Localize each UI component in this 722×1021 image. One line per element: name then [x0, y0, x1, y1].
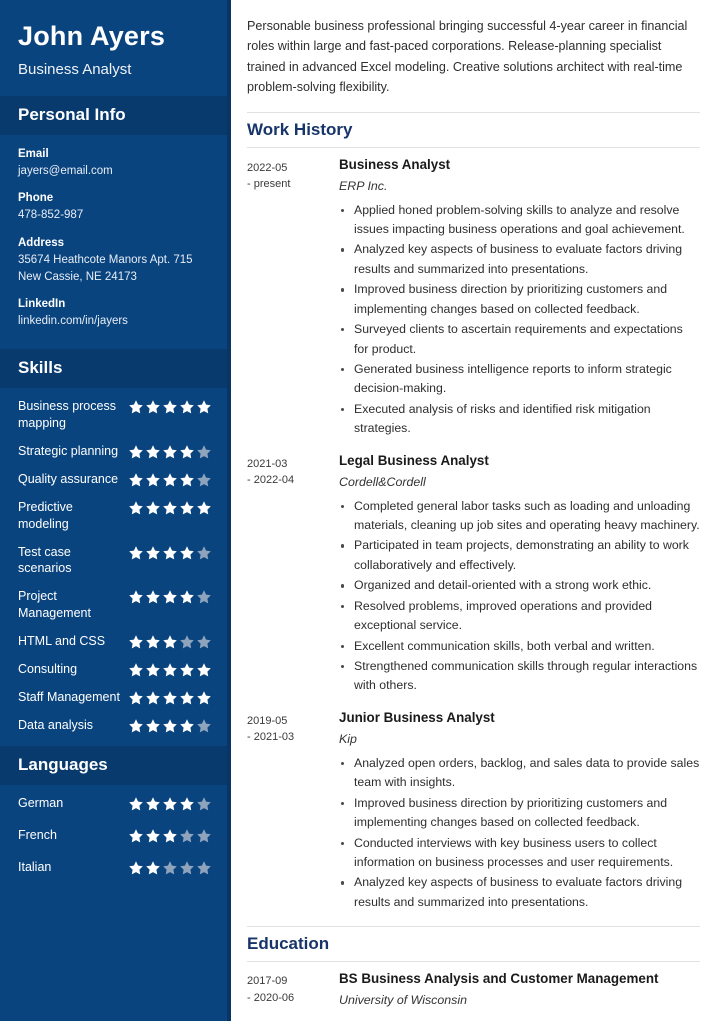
star-filled-icon	[162, 545, 178, 561]
star-rating	[128, 443, 212, 460]
star-empty-icon	[196, 634, 212, 650]
star-filled-icon	[196, 662, 212, 678]
entry-bullet: Conducted interviews with key business users to collect information on business processes and user requirements.	[339, 834, 700, 873]
star-filled-icon	[128, 399, 144, 415]
star-filled-icon	[179, 399, 195, 415]
rating-row	[18, 471, 212, 488]
personal-info-label: Email	[18, 147, 49, 160]
entry-body	[329, 971, 700, 1009]
star-filled-icon	[162, 472, 178, 488]
rating-label: French	[18, 828, 57, 843]
star-rating	[128, 689, 212, 706]
entry-body	[329, 710, 700, 922]
languages-list	[0, 785, 227, 901]
candidate-job-title: Business Analyst	[18, 60, 132, 78]
star-rating	[128, 827, 212, 844]
rating-row	[18, 633, 212, 650]
star-filled-icon	[145, 472, 161, 488]
entry-body	[329, 157, 700, 449]
star-filled-icon	[179, 472, 195, 488]
star-rating	[128, 859, 212, 876]
star-filled-icon	[145, 589, 161, 605]
star-filled-icon	[128, 860, 144, 876]
star-filled-icon	[179, 444, 195, 460]
entry-date-start: 2019-05	[247, 714, 288, 727]
personal-info-value[interactable]: linkedin.com/in/jayers	[18, 315, 128, 328]
star-filled-icon	[128, 796, 144, 812]
star-rating	[128, 544, 212, 561]
rating-label: Predictive modeling	[18, 499, 73, 531]
star-filled-icon	[145, 545, 161, 561]
personal-info-label: Address	[18, 237, 65, 250]
star-filled-icon	[128, 690, 144, 706]
work-history-entry	[247, 710, 700, 922]
rating-label: Business process mapping	[18, 399, 116, 430]
rating-label: Quality assurance	[18, 471, 119, 486]
personal-info-value[interactable]: jayers@email.com	[18, 164, 113, 177]
education-institution: University of Wisconsin	[339, 993, 467, 1008]
star-filled-icon	[179, 690, 195, 706]
star-filled-icon	[162, 589, 178, 605]
personal-info-list	[0, 135, 227, 349]
personal-info-item	[18, 192, 209, 224]
star-empty-icon	[196, 828, 212, 844]
identity-block	[0, 0, 227, 96]
personal-info-label: LinkedIn	[18, 298, 66, 311]
star-empty-icon	[179, 634, 195, 650]
rating-row	[18, 661, 212, 678]
star-filled-icon	[145, 399, 161, 415]
entry-bullet-list	[339, 201, 700, 439]
entry-date-range	[247, 971, 329, 1009]
entry-bullet: Improved business direction by prioritizing customers and implementing changes based on collected feedback.	[339, 794, 700, 833]
star-filled-icon	[145, 718, 161, 734]
entry-date-range	[247, 710, 329, 922]
star-filled-icon	[145, 662, 161, 678]
rating-label: HTML and CSS	[18, 634, 106, 649]
star-empty-icon	[196, 444, 212, 460]
entry-bullet: Surveyed clients to ascertain requirements and expectations for product.	[339, 320, 700, 359]
personal-info-heading: Personal Info	[0, 96, 227, 135]
star-filled-icon	[128, 444, 144, 460]
skills-list	[0, 388, 227, 746]
entry-bullet-list	[339, 754, 700, 912]
rating-label: Italian	[18, 860, 52, 875]
star-filled-icon	[179, 545, 195, 561]
entry-date-start: 2021-03	[247, 457, 288, 470]
personal-info-label: Phone	[18, 192, 54, 205]
languages-heading: Languages	[0, 746, 227, 785]
entry-date-end: - 2022-04	[247, 474, 295, 487]
star-filled-icon	[128, 828, 144, 844]
entry-bullet: Organized and detail-oriented with a strong work ethic.	[339, 576, 700, 595]
rating-row	[18, 859, 212, 876]
star-filled-icon	[162, 444, 178, 460]
star-filled-icon	[128, 634, 144, 650]
personal-info-item	[18, 237, 209, 285]
personal-info-item	[18, 298, 209, 330]
star-filled-icon	[128, 500, 144, 516]
work-history-heading: Work History	[247, 112, 700, 148]
star-filled-icon	[162, 399, 178, 415]
star-filled-icon	[162, 718, 178, 734]
rating-label: Consulting	[18, 662, 78, 677]
entry-bullet: Executed analysis of risks and identified risk mitigation strategies.	[339, 400, 700, 439]
rating-row	[18, 689, 212, 706]
entry-bullet: Generated business intelligence reports to inform strategic decision-making.	[339, 360, 700, 399]
main-content	[231, 0, 722, 1021]
entry-date-end: - present	[247, 178, 291, 191]
sidebar	[0, 0, 231, 1021]
entry-organization: Cordell&Cordell	[339, 474, 426, 489]
entry-role-title: Junior Business Analyst	[339, 709, 495, 725]
education-degree: BS Business Analysis and Customer Management	[339, 971, 659, 987]
entry-role-title: Business Analyst	[339, 156, 451, 172]
star-filled-icon	[128, 545, 144, 561]
star-empty-icon	[196, 545, 212, 561]
personal-info-item	[18, 148, 209, 180]
star-filled-icon	[145, 860, 161, 876]
entry-date-start: 2017-09	[247, 975, 288, 988]
work-history-list	[247, 157, 700, 923]
star-empty-icon	[196, 589, 212, 605]
star-filled-icon	[179, 662, 195, 678]
entry-bullet: Excellent communication skills, both verbal and written.	[339, 637, 700, 656]
personal-info-value[interactable]: 35674 Heathcote Manors Apt. 715 New Cassie, NE 24173	[18, 254, 193, 283]
entry-bullet-list	[339, 497, 700, 696]
rating-label: Data analysis	[18, 718, 94, 733]
star-empty-icon	[196, 472, 212, 488]
star-filled-icon	[145, 796, 161, 812]
rating-row	[18, 443, 212, 460]
star-filled-icon	[145, 634, 161, 650]
rating-label: German	[18, 796, 64, 811]
star-empty-icon	[179, 860, 195, 876]
star-filled-icon	[145, 690, 161, 706]
star-rating	[128, 717, 212, 734]
star-rating	[128, 398, 212, 415]
professional-summary: Personable business professional bringing successful 4-year career in financial roles within large and fast-paced corporations. Release-planning specialist trained in advanced Excel modeling. Creative solutions architect with real-time problem-solving flexibility.	[247, 19, 688, 95]
rating-row	[18, 827, 212, 844]
star-filled-icon	[145, 828, 161, 844]
entry-bullet: Applied honed problem-solving skills to analyze and resolve issues impacting business operations and goal achievement.	[339, 201, 700, 240]
rating-label: Staff Management	[18, 690, 120, 705]
star-filled-icon	[162, 500, 178, 516]
entry-date-start: 2022-05	[247, 161, 288, 174]
rating-row	[18, 717, 212, 734]
star-rating	[128, 588, 212, 605]
star-filled-icon	[145, 444, 161, 460]
rating-label: Project Management	[18, 589, 91, 621]
entry-date-end: - 2020-06	[247, 991, 295, 1004]
star-filled-icon	[196, 690, 212, 706]
star-filled-icon	[162, 690, 178, 706]
entry-bullet: Participated in team projects, demonstrating an ability to work collaboratively and effectively.	[339, 536, 700, 575]
star-filled-icon	[162, 828, 178, 844]
rating-row	[18, 795, 212, 812]
star-filled-icon	[128, 472, 144, 488]
rating-row	[18, 398, 212, 432]
entry-bullet: Strengthened communication skills through regular interactions with others.	[339, 657, 700, 696]
entry-bullet: Analyzed key aspects of business to evaluate factors driving results and summarized into presentations.	[339, 240, 700, 279]
star-filled-icon	[162, 662, 178, 678]
entry-bullet: Resolved problems, improved operations and provided exceptional service.	[339, 597, 700, 636]
candidate-name: John Ayers	[18, 21, 166, 51]
entry-bullet: Analyzed open orders, backlog, and sales data to provide sales team with insights.	[339, 754, 700, 793]
star-filled-icon	[145, 500, 161, 516]
star-empty-icon	[179, 828, 195, 844]
star-filled-icon	[179, 500, 195, 516]
star-filled-icon	[179, 589, 195, 605]
star-rating	[128, 633, 212, 650]
rating-label: Strategic planning	[18, 443, 119, 458]
entry-date-end: - 2021-03	[247, 731, 295, 744]
rating-row	[18, 499, 212, 533]
entry-body	[329, 453, 700, 706]
entry-bullet: Completed general labor tasks such as loading and unloading materials, cleaning up job sites and operating heavy machinery.	[339, 497, 700, 536]
star-empty-icon	[196, 796, 212, 812]
work-history-entry	[247, 157, 700, 449]
star-filled-icon	[179, 796, 195, 812]
education-entry	[247, 971, 700, 1009]
star-filled-icon	[128, 662, 144, 678]
entry-date-range	[247, 157, 329, 449]
entry-role-title: Legal Business Analyst	[339, 452, 489, 468]
rating-row	[18, 544, 212, 578]
star-filled-icon	[128, 718, 144, 734]
skills-heading: Skills	[0, 349, 227, 388]
star-rating	[128, 795, 212, 812]
star-empty-icon	[196, 860, 212, 876]
star-filled-icon	[196, 399, 212, 415]
entry-bullet: Analyzed key aspects of business to evaluate factors driving results and summarized into presentations.	[339, 873, 700, 912]
rating-row	[18, 588, 212, 622]
star-empty-icon	[196, 718, 212, 734]
entry-date-range	[247, 453, 329, 706]
star-empty-icon	[162, 860, 178, 876]
star-filled-icon	[162, 796, 178, 812]
star-rating	[128, 471, 212, 488]
personal-info-value[interactable]: 478-852-987	[18, 209, 84, 222]
star-filled-icon	[179, 718, 195, 734]
education-list	[247, 971, 700, 1009]
entry-organization: Kip	[339, 731, 357, 746]
work-history-entry	[247, 453, 700, 706]
star-rating	[128, 499, 212, 516]
entry-bullet: Improved business direction by prioritizing customers and implementing changes based on collected feedback.	[339, 280, 700, 319]
entry-organization: ERP Inc.	[339, 178, 388, 193]
star-filled-icon	[162, 634, 178, 650]
star-rating	[128, 661, 212, 678]
star-filled-icon	[196, 500, 212, 516]
star-filled-icon	[128, 589, 144, 605]
education-heading: Education	[247, 926, 700, 962]
rating-label: Test case scenarios	[18, 544, 72, 576]
